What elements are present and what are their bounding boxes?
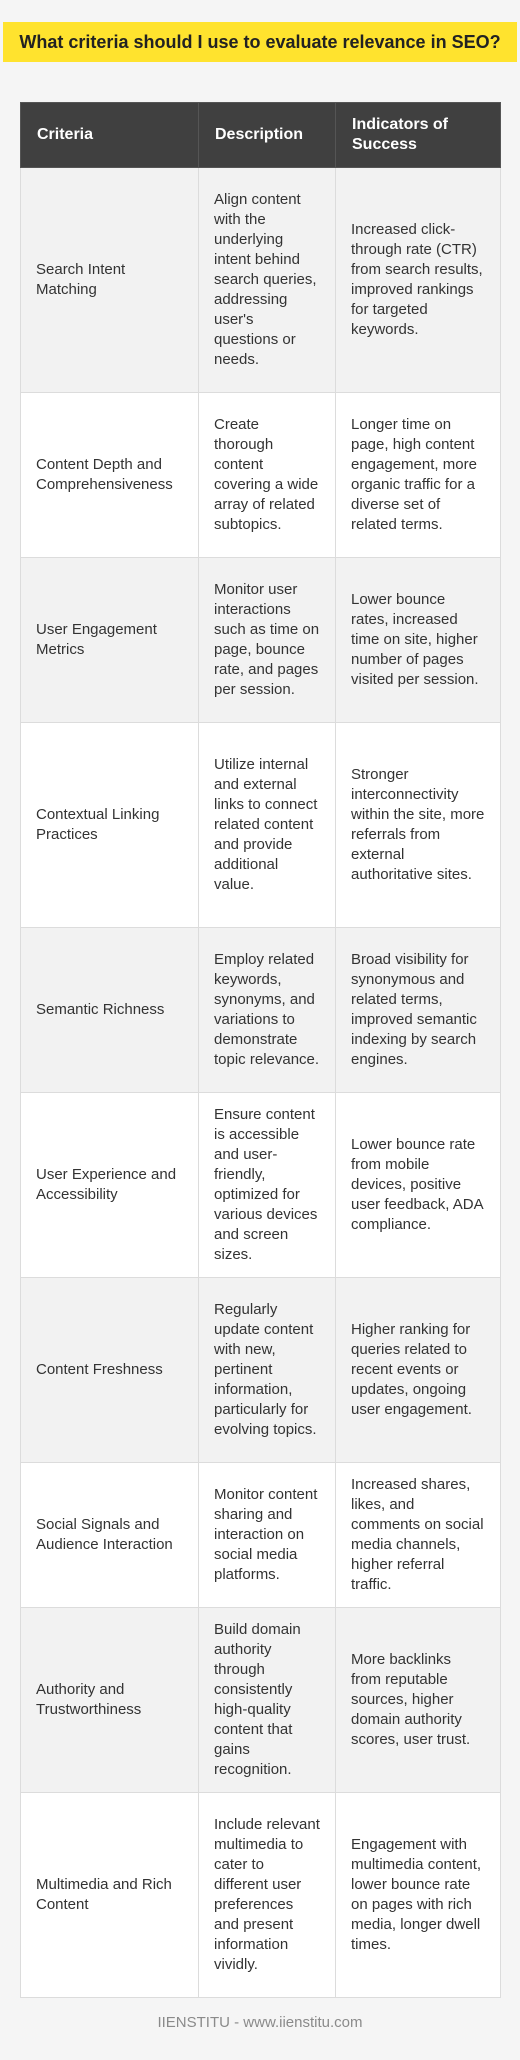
description-cell: Monitor user interactions such as time on page, bounce rate, and pages per session. — [199, 558, 336, 723]
table-row — [21, 168, 501, 393]
criteria-cell: Contextual Linking Practices — [21, 723, 199, 928]
description-cell: Regularly update content with new, pertinent information, particularly for evolving topics. — [199, 1278, 336, 1463]
footer-credit: IIENSTITU - www.iienstitu.com — [157, 2014, 363, 2031]
description-cell: Align content with the underlying intent behind search queries, addressing user's questions or needs. — [199, 168, 336, 393]
criteria-table — [20, 102, 501, 1998]
header-criteria: Criteria — [21, 103, 199, 168]
criteria-cell: Search Intent Matching — [21, 168, 199, 393]
criteria-cell: User Experience and Accessibility — [21, 1093, 199, 1278]
page-title: What criteria should I use to evaluate relevance in SEO? — [3, 22, 516, 62]
table-header — [21, 103, 501, 168]
description-cell: Ensure content is accessible and user-friendly, optimized for various devices and screen sizes. — [199, 1093, 336, 1278]
table-row — [21, 393, 501, 558]
header-description: Description — [199, 103, 336, 168]
table-body — [21, 168, 501, 1998]
criteria-cell: Multimedia and Rich Content — [21, 1793, 199, 1998]
table-row — [21, 1093, 501, 1278]
table-row — [21, 723, 501, 928]
description-cell: Monitor content sharing and interaction on social media platforms. — [199, 1463, 336, 1608]
table-row — [21, 1793, 501, 1998]
description-cell: Utilize internal and external links to connect related content and provide additional value. — [199, 723, 336, 928]
criteria-cell: Social Signals and Audience Interaction — [21, 1463, 199, 1608]
criteria-cell: Content Depth and Comprehensiveness — [21, 393, 199, 558]
description-cell: Include relevant multimedia to cater to different user preferences and present information vividly. — [199, 1793, 336, 1998]
table-row — [21, 1278, 501, 1463]
header-indicators: Indicators of Success — [336, 103, 501, 168]
indicators-cell: More backlinks from reputable sources, higher domain authority scores, user trust. — [336, 1608, 501, 1793]
description-cell: Build domain authority through consistently high-quality content that gains recognition. — [199, 1608, 336, 1793]
indicators-cell: Stronger interconnectivity within the site, more referrals from external authoritative sites. — [336, 723, 501, 928]
table-row — [21, 928, 501, 1093]
indicators-cell: Broad visibility for synonymous and related terms, improved semantic indexing by search engines. — [336, 928, 501, 1093]
table-row — [21, 558, 501, 723]
criteria-cell: Semantic Richness — [21, 928, 199, 1093]
table-row — [21, 1608, 501, 1793]
criteria-cell: User Engagement Metrics — [21, 558, 199, 723]
indicators-cell: Higher ranking for queries related to recent events or updates, ongoing user engagement. — [336, 1278, 501, 1463]
title-banner — [0, 22, 520, 62]
description-cell: Create thorough content covering a wide array of related subtopics. — [199, 393, 336, 558]
indicators-cell: Longer time on page, high content engagement, more organic traffic for a diverse set of related terms. — [336, 393, 501, 558]
indicators-cell: Increased click-through rate (CTR) from search results, improved rankings for targeted keywords. — [336, 168, 501, 393]
indicators-cell: Lower bounce rates, increased time on site, higher number of pages visited per session. — [336, 558, 501, 723]
indicators-cell: Engagement with multimedia content, lower bounce rate on pages with rich media, longer dwell times. — [336, 1793, 501, 1998]
criteria-cell: Content Freshness — [21, 1278, 199, 1463]
indicators-cell: Increased shares, likes, and comments on social media channels, higher referral traffic. — [336, 1463, 501, 1608]
criteria-cell: Authority and Trustworthiness — [21, 1608, 199, 1793]
table-row — [21, 1463, 501, 1608]
description-cell: Employ related keywords, synonyms, and variations to demonstrate topic relevance. — [199, 928, 336, 1093]
indicators-cell: Lower bounce rate from mobile devices, positive user feedback, ADA compliance. — [336, 1093, 501, 1278]
